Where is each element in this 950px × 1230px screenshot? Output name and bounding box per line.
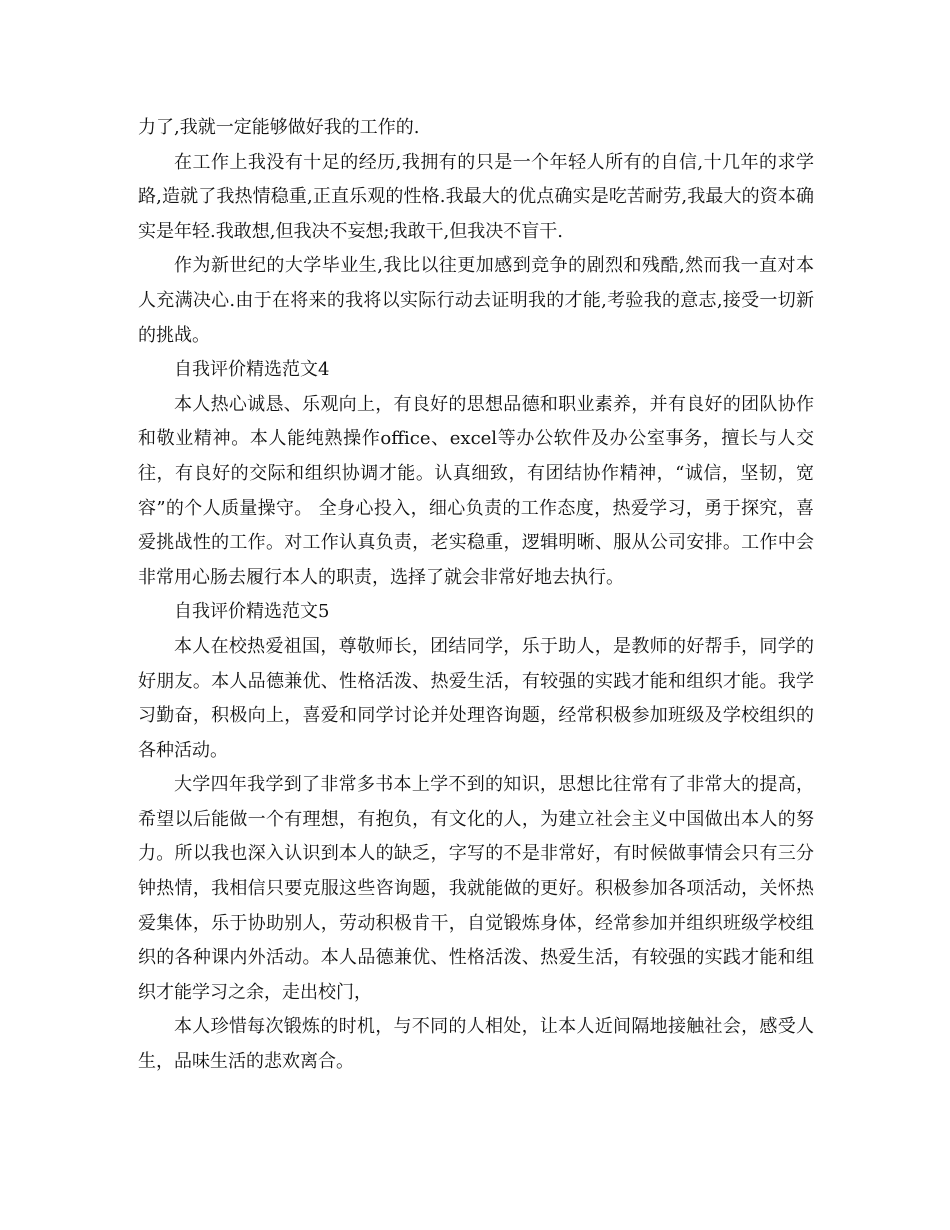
paragraph-sample-5-intro: 本人在校热爱祖国，尊敬师长，团结同学，乐于助人，是教师的好帮手，同学的好朋友。本人品德兼优、性格活泼、热爱生活，有较强的实践才能和组织才能。我学习勤奋，积极向上，喜爱和同学讨论并处理咨询题，经常积极参加班级及学校组织的各种活动。 xyxy=(138,635,814,761)
paragraph-graduate: 作为新世纪的大学毕业生,我比以往更加感到竞争的剧烈和残酷,然而我一直对本人充满决心.由于在将来的我将以实际行动去证明我的才能,考验我的意志,接受一切新的挑战。 xyxy=(138,255,814,346)
paragraph-continuation: 力了,我就一定能够做好我的工作的. xyxy=(138,117,420,138)
paragraph-experience: 在工作上我没有十足的经历,我拥有的只是一个年轻人所有的自信,十几年的求学路,造就了我热情稳重,正直乐观的性格.我最大的优点确实是吃苦耐劳,我最大的资本确实是年轻.我敢想,但我决不妄想;我敢干,但我决不盲干. xyxy=(138,151,814,242)
paragraph-cherish-opportunities: 本人珍惜每次锻炼的时机，与不同的人相处，让本人近间隔地接触社会，感受人生，品味生活的悲欢离合。 xyxy=(138,1016,814,1073)
document-page xyxy=(138,111,814,1080)
paragraph-university-years: 大学四年我学到了非常多书本上学不到的知识，思想比往常有了非常大的提高，希望以后能做一个有理想，有抱负，有文化的人，为建立社会主义中国做出本人的努力。所以我也深入认识到本人的缺乏，字写的不是非常好，有时候做事情会只有三分钟热情，我相信只要克服这些咨询题，我就能做的更好。积极参加各项活动，关怀热爱集体，乐于协助别人，劳动积极肯干，自觉锻炼身体，经常参加并组织班级学校组织的各种课内外活动。本人品德兼优、性格活泼、热爱生活，有较强的实践才能和组织才能学习之余，走出校门， xyxy=(138,774,814,1003)
paragraph-sample-4: 本人热心诚恳、乐观向上，有良好的思想品德和职业素养，并有良好的团队协作和敬业精神。本人能纯熟操作office、excel等办公软件及办公室事务，擅长与人交往，有良好的交际和组织协调才能。认真细致，有团结协作精神，“诚信，坚韧，宽容”的个人质量操守。 全身心投入，细心负责的工作态度，热爱学习，勇于探究，喜爱挑战性的工作。对工作认真负责，老实稳重，逻辑明晰、服从公司安排。工作中会非常用心肠去履行本人的职责，选择了就会非常好地去执行。 xyxy=(138,393,814,588)
section-heading-sample-4: 自我评价精选范文4 xyxy=(174,359,330,381)
section-heading-sample-5: 自我评价精选范文5 xyxy=(174,601,330,623)
